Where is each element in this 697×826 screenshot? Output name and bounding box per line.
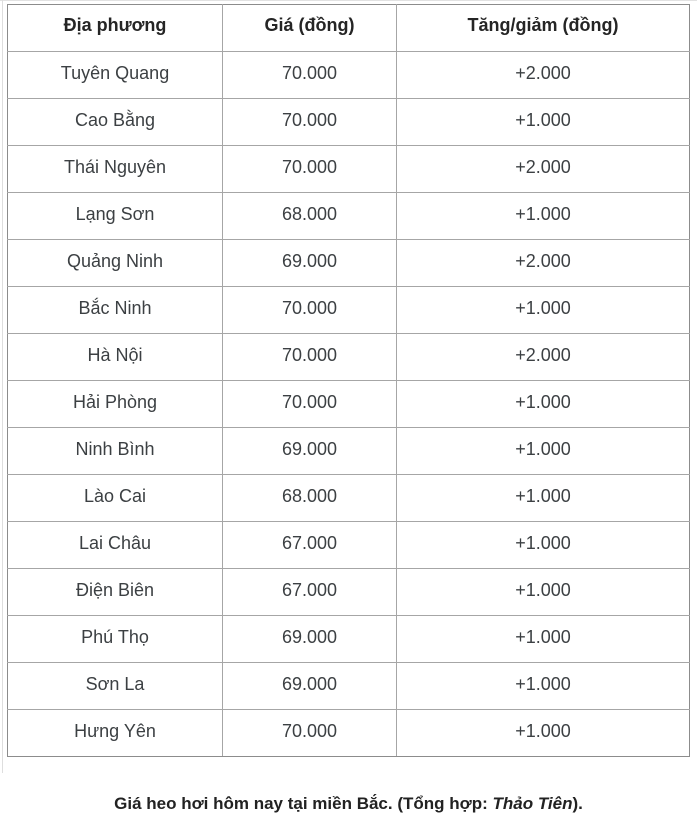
location-cell: Thái Nguyên bbox=[8, 146, 223, 193]
table-row bbox=[8, 193, 690, 240]
price-cell: 70.000 bbox=[223, 710, 397, 757]
location-cell: Phú Thọ bbox=[8, 616, 223, 663]
table-row bbox=[8, 710, 690, 757]
table-row bbox=[8, 334, 690, 381]
price-cell: 67.000 bbox=[223, 522, 397, 569]
change-cell: +1.000 bbox=[397, 475, 690, 522]
location-cell: Cao Bằng bbox=[8, 99, 223, 146]
location-cell: Hưng Yên bbox=[8, 710, 223, 757]
table-row bbox=[8, 569, 690, 616]
price-cell: 69.000 bbox=[223, 616, 397, 663]
price-cell: 70.000 bbox=[223, 52, 397, 99]
price-cell: 68.000 bbox=[223, 475, 397, 522]
page-edge-line-top bbox=[0, 0, 697, 1]
change-cell: +1.000 bbox=[397, 569, 690, 616]
price-cell: 67.000 bbox=[223, 569, 397, 616]
table-row bbox=[8, 381, 690, 428]
price-cell: 68.000 bbox=[223, 193, 397, 240]
table-row bbox=[8, 146, 690, 193]
change-cell: +2.000 bbox=[397, 240, 690, 287]
price-cell: 70.000 bbox=[223, 381, 397, 428]
table-row bbox=[8, 475, 690, 522]
table-row bbox=[8, 99, 690, 146]
page-edge-line-left bbox=[2, 0, 3, 773]
change-cell: +1.000 bbox=[397, 381, 690, 428]
location-cell: Hà Nội bbox=[8, 334, 223, 381]
location-cell: Hải Phòng bbox=[8, 381, 223, 428]
change-cell: +2.000 bbox=[397, 52, 690, 99]
column-header-change: Tăng/giảm (đồng) bbox=[397, 5, 690, 52]
location-cell: Lạng Sơn bbox=[8, 193, 223, 240]
price-cell: 69.000 bbox=[223, 428, 397, 475]
change-cell: +1.000 bbox=[397, 428, 690, 475]
location-cell: Tuyên Quang bbox=[8, 52, 223, 99]
table-row bbox=[8, 428, 690, 475]
table-row bbox=[8, 287, 690, 334]
location-cell: Điện Biên bbox=[8, 569, 223, 616]
header-row bbox=[8, 5, 690, 52]
change-cell: +1.000 bbox=[397, 616, 690, 663]
caption-author: Thảo Tiên bbox=[492, 794, 573, 813]
price-cell: 69.000 bbox=[223, 663, 397, 710]
table-row bbox=[8, 616, 690, 663]
price-cell: 70.000 bbox=[223, 99, 397, 146]
table-row bbox=[8, 240, 690, 287]
location-cell: Quảng Ninh bbox=[8, 240, 223, 287]
column-header-price: Giá (đồng) bbox=[223, 5, 397, 52]
location-cell: Lào Cai bbox=[8, 475, 223, 522]
column-header-location: Địa phương bbox=[8, 5, 223, 52]
table-row bbox=[8, 522, 690, 569]
change-cell: +1.000 bbox=[397, 193, 690, 240]
table-caption bbox=[0, 792, 697, 816]
change-cell: +2.000 bbox=[397, 146, 690, 193]
price-cell: 70.000 bbox=[223, 287, 397, 334]
caption-text-end: ). bbox=[572, 794, 583, 813]
table-row bbox=[8, 52, 690, 99]
change-cell: +1.000 bbox=[397, 710, 690, 757]
change-cell: +1.000 bbox=[397, 99, 690, 146]
location-cell: Bắc Ninh bbox=[8, 287, 223, 334]
change-cell: +2.000 bbox=[397, 334, 690, 381]
table-row bbox=[8, 663, 690, 710]
caption-text: Giá heo hơi hôm nay tại miền Bắc. (Tổng hợp: bbox=[114, 794, 493, 813]
location-cell: Ninh Bình bbox=[8, 428, 223, 475]
hog-price-table bbox=[7, 4, 690, 757]
price-cell: 69.000 bbox=[223, 240, 397, 287]
change-cell: +1.000 bbox=[397, 663, 690, 710]
change-cell: +1.000 bbox=[397, 522, 690, 569]
location-cell: Sơn La bbox=[8, 663, 223, 710]
location-cell: Lai Châu bbox=[8, 522, 223, 569]
change-cell: +1.000 bbox=[397, 287, 690, 334]
price-cell: 70.000 bbox=[223, 146, 397, 193]
price-cell: 70.000 bbox=[223, 334, 397, 381]
